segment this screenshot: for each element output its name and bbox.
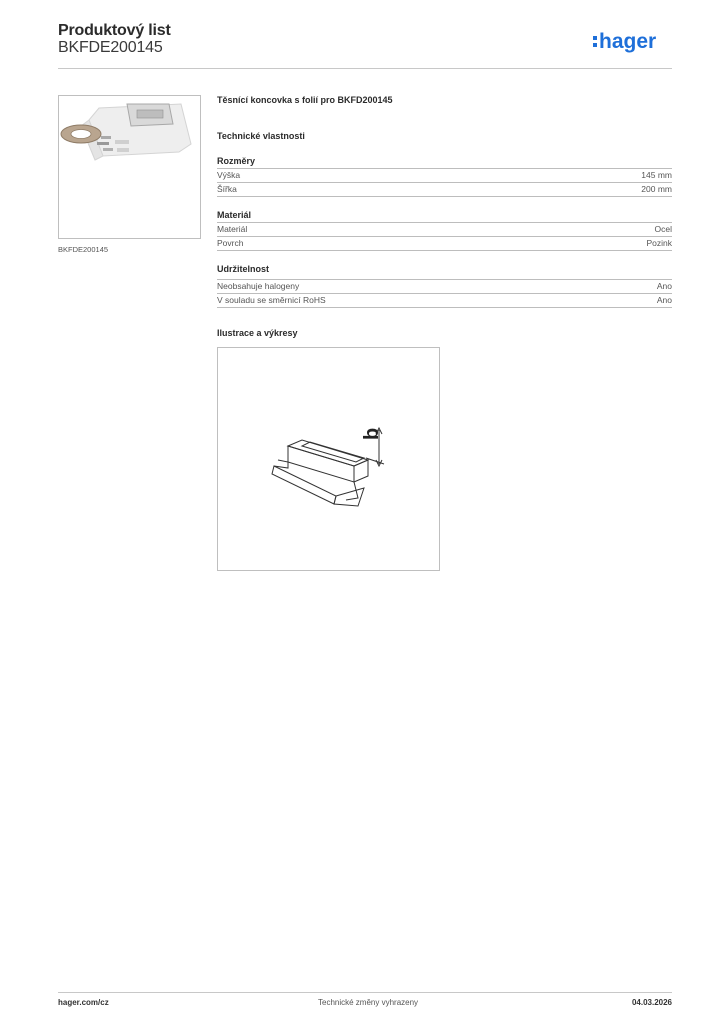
spec-row	[217, 293, 672, 307]
spec-value: Ano	[656, 281, 672, 291]
product-details	[217, 95, 672, 338]
spec-row	[217, 182, 672, 196]
spec-row	[217, 222, 672, 236]
footer-disclaimer: Technické změny vyhrazeny	[318, 998, 419, 1007]
header-product-code: BKFDE200145	[58, 39, 163, 56]
group-end-rule	[217, 250, 672, 251]
footer-divider	[58, 992, 672, 993]
spec-key: Výška	[217, 170, 241, 180]
spec-key: Šířka	[217, 184, 237, 194]
tech-properties-title: Technické vlastnosti	[217, 131, 305, 141]
spec-row	[217, 279, 672, 293]
dimension-label-b: b	[361, 427, 383, 440]
product-photo-illustration	[59, 96, 200, 238]
product-name: Těsnící koncovka s folií pro BKFD200145	[217, 95, 393, 105]
end-cap-drawing	[218, 348, 439, 570]
footer-date: 04.03.2026	[631, 998, 672, 1007]
footer-website[interactable]: hager.com/cz	[58, 998, 109, 1007]
spec-key: Neobsahuje halogeny	[217, 281, 300, 291]
spec-key: Povrch	[217, 238, 244, 248]
spec-value: 200 mm	[641, 184, 672, 194]
group-title-dimensions: Rozměry	[217, 156, 256, 166]
group-title-material: Materiál	[217, 210, 252, 220]
technical-drawing	[217, 347, 440, 571]
spec-value: 145 mm	[641, 170, 672, 180]
drawings-title: Ilustrace a výkresy	[217, 328, 298, 338]
spec-row	[217, 236, 672, 250]
spec-value: Ano	[656, 295, 672, 305]
spec-value: Ocel	[654, 224, 672, 234]
group-end-rule	[217, 196, 672, 197]
thumbnail-caption: BKFDE200145	[58, 245, 109, 254]
spec-key: V souladu se směrnicí RoHS	[217, 295, 326, 305]
spec-value: Pozink	[646, 238, 672, 248]
spec-row	[217, 168, 672, 182]
svg-text:hager: hager	[599, 30, 657, 53]
hager-logo	[592, 27, 674, 57]
group-title-sustainability: Udržitelnost	[217, 264, 270, 274]
group-end-rule	[217, 307, 672, 308]
header-divider	[58, 68, 672, 69]
header-title: Produktový list	[58, 22, 171, 39]
spec-key: Materiál	[217, 224, 248, 234]
product-thumbnail	[58, 95, 201, 239]
